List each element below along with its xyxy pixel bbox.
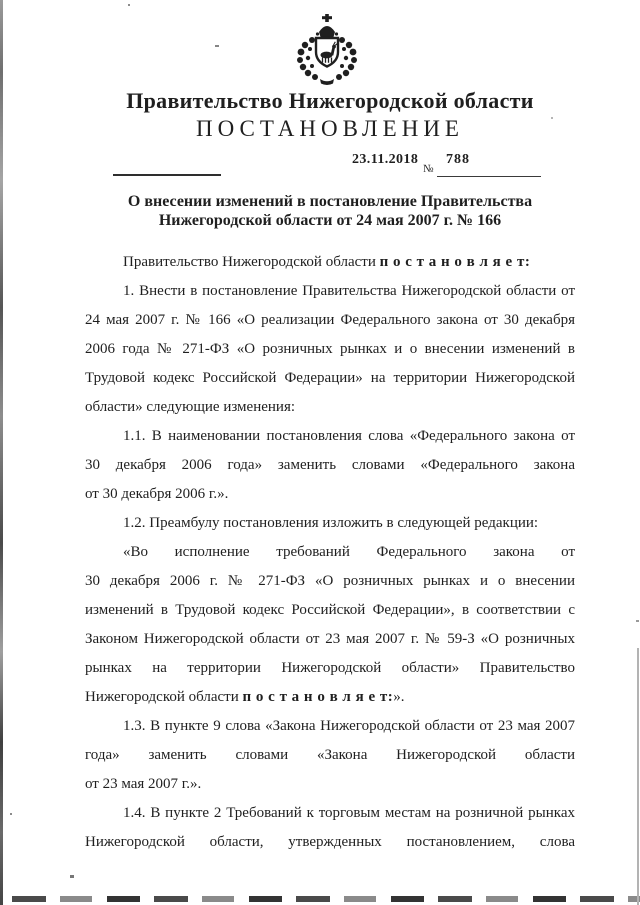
document-body xyxy=(85,248,575,857)
body-line: 1. Внести в постановление Правительства Нижегородской области от xyxy=(123,283,575,299)
body-line: от 30 декабря 2006 г.». xyxy=(85,486,229,502)
body-line: Трудовой кодекс Российской Федерации» на территории Нижегородской xyxy=(85,370,575,386)
body-line: области» следующие изменения: xyxy=(85,399,296,415)
body-line: 2006 года № 271-ФЗ «О розничных рынках и о внесении изменений в xyxy=(85,341,575,357)
body-line: 24 мая 2007 г. № 166 «О реализации Федерального закона от 30 декабря xyxy=(85,312,575,328)
number-underline xyxy=(437,176,541,177)
body-line: 1.4. В пункте 2 Требований к торговым местам на розничной рынках xyxy=(123,805,575,821)
body-line: 30 декабря 2006 г. № 271-ФЗ «О розничных рынках и о внесении xyxy=(85,573,575,589)
date-underline xyxy=(113,174,221,176)
scan-speck xyxy=(70,875,74,878)
body-line: 30 декабря 2006 года» заменить словами «Федерального закона xyxy=(85,457,575,473)
document-title-line2: Нижегородской области от 24 мая 2007 г. № 166 xyxy=(158,212,502,229)
document-number: 788 xyxy=(446,152,470,167)
body-line: «Во исполнение требований Федерального закона от xyxy=(123,544,575,560)
document-date: 23.11.2018 xyxy=(352,152,419,167)
scan-edge-artifact-bottom xyxy=(12,896,640,902)
scan-edge-artifact-left xyxy=(0,0,3,905)
body-line: Нижегородской области п о с т а н о в л я е т:». xyxy=(85,689,405,705)
org-name: Правительство Нижегородской области xyxy=(126,88,534,113)
body-line: Нижегородской области, утвержденных постановлением, слова xyxy=(85,834,575,850)
number-sign: № xyxy=(423,163,434,175)
body-line: Законом Нижегородской области от 23 мая 2007 г. № 59-З «О розничных xyxy=(85,631,575,647)
body-line: рынках на территории Нижегородской области» Правительство xyxy=(85,660,575,676)
scan-speck xyxy=(128,4,130,6)
body-line: от 23 мая 2007 г.». xyxy=(85,776,202,792)
body-line: изменений в Трудовой кодекс Российской Федерации», в соответствии с xyxy=(85,602,575,618)
scan-edge-artifact-right xyxy=(637,648,639,905)
body-line: 1.1. В наименовании постановления слова «Федерального закона от xyxy=(123,428,575,444)
document-type-heading: ПОСТАНОВЛЕНИЕ xyxy=(196,116,464,141)
scan-speck xyxy=(636,620,639,622)
document-title xyxy=(85,192,575,230)
coat-of-arms-icon xyxy=(290,14,364,86)
scan-speck xyxy=(10,813,12,815)
body-line: Правительство Нижегородской области п о с т а н о в л я е т: xyxy=(123,254,531,270)
body-line: 1.3. В пункте 9 слова «Закона Нижегородской области от 23 мая 2007 xyxy=(123,718,575,734)
document-title-line1: О внесении изменений в постановление Правительства xyxy=(127,193,533,210)
body-line: 1.2. Преамбулу постановления изложить в следующей редакции: xyxy=(123,515,539,531)
scan-speck xyxy=(215,45,219,47)
body-line: года» заменить словами «Закона Нижегородской области xyxy=(85,747,575,763)
